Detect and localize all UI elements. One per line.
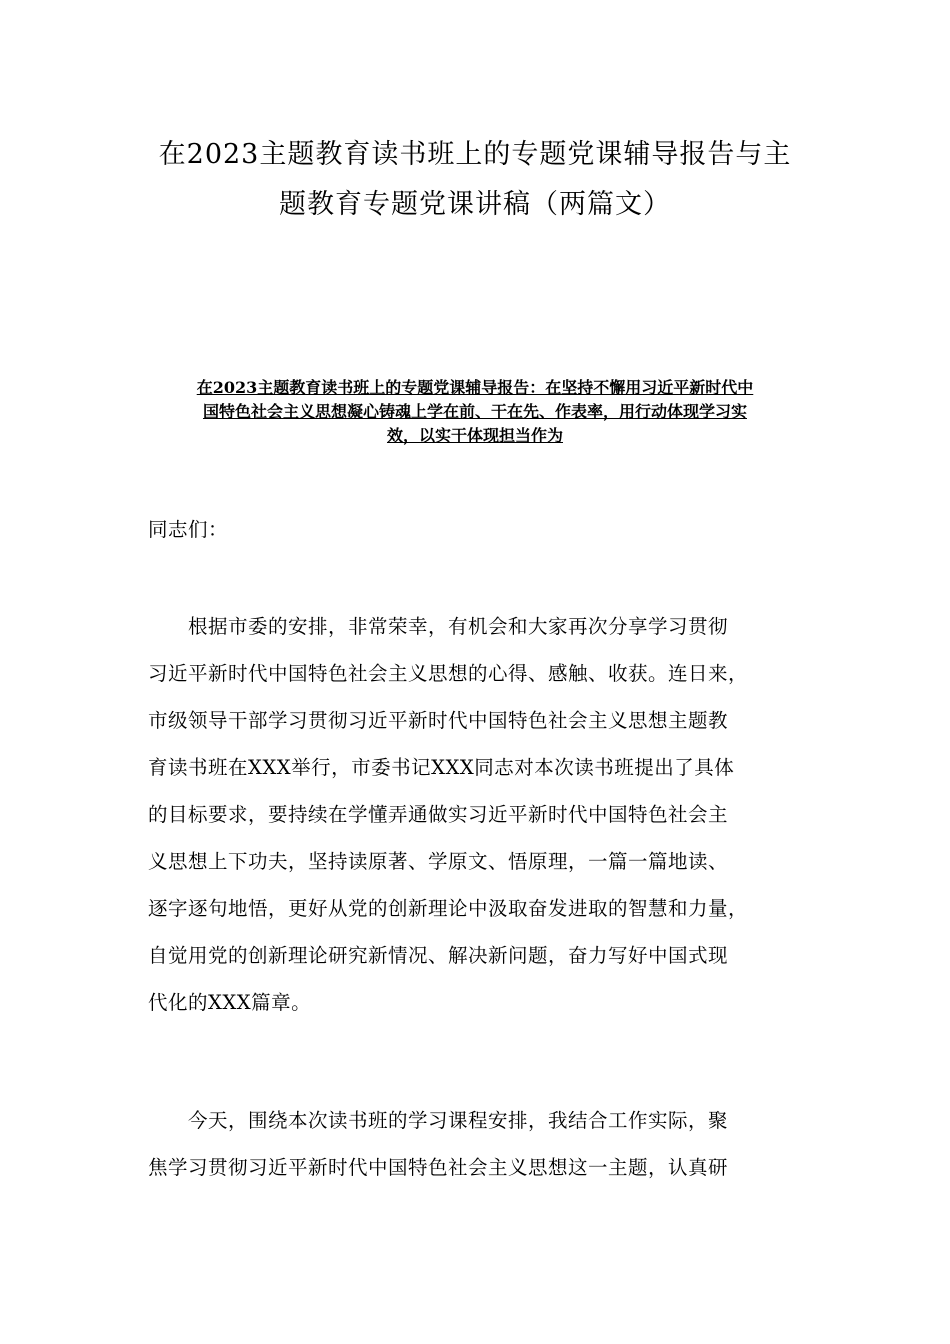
paragraph-line: 的目标要求，要持续在学懂弄通做实习近平新时代中国特色社会主 bbox=[148, 803, 729, 826]
paragraph-line: 自觉用党的创新理论研究新情况、解决新问题，奋力写好中国式现 bbox=[148, 944, 729, 967]
section-heading-line: 效，以实干体现担当作为 bbox=[386, 426, 563, 445]
paragraph-line: 焦学习贯彻习近平新时代中国特色社会主义思想这一主题，认真研 bbox=[148, 1156, 729, 1179]
paragraph-line: 代化的XXX篇章。 bbox=[148, 991, 312, 1014]
paragraph-line: 今天，围绕本次读书班的学习课程安排，我结合工作实际，聚 bbox=[148, 1109, 729, 1132]
paragraph-line: 根据市委的安排，非常荣幸，有机会和大家再次分享学习贯彻 bbox=[148, 615, 729, 638]
title-line: 题教育专题党课讲稿（两篇文） bbox=[279, 189, 671, 220]
title-line: 在2023主题教育读书班上的专题党课辅导报告与主 bbox=[158, 139, 792, 170]
paragraph-line: 义思想上下功夫，坚持读原著、学原文、悟原理，一篇一篇地读、 bbox=[148, 850, 729, 873]
paragraph-line: 市级领导干部学习贯彻习近平新时代中国特色社会主义思想主题教 bbox=[148, 709, 729, 732]
document-title bbox=[100, 130, 850, 230]
paragraph-line: 育读书班在XXX举行，市委书记XXX同志对本次读书班提出了具体 bbox=[148, 756, 735, 779]
greeting-text: 同志们： bbox=[148, 518, 229, 541]
section-heading-line: 在2023主题教育读书班上的专题党课辅导报告：在坚持不懈用习近平新时代中 bbox=[196, 378, 754, 397]
section-heading-line: 国特色社会主义思想凝心铸魂上学在前、干在先、作表率，用行动体现学习实 bbox=[202, 402, 747, 421]
section-heading bbox=[140, 376, 810, 448]
body-paragraph-1 bbox=[148, 603, 828, 1026]
body-paragraph-2 bbox=[148, 1097, 828, 1191]
paragraph-line: 习近平新时代中国特色社会主义思想的心得、感触、收获。连日来， bbox=[148, 662, 749, 685]
paragraph-line: 逐字逐句地悟，更好从党的创新理论中汲取奋发进取的智慧和力量， bbox=[148, 897, 749, 920]
greeting bbox=[148, 506, 828, 553]
